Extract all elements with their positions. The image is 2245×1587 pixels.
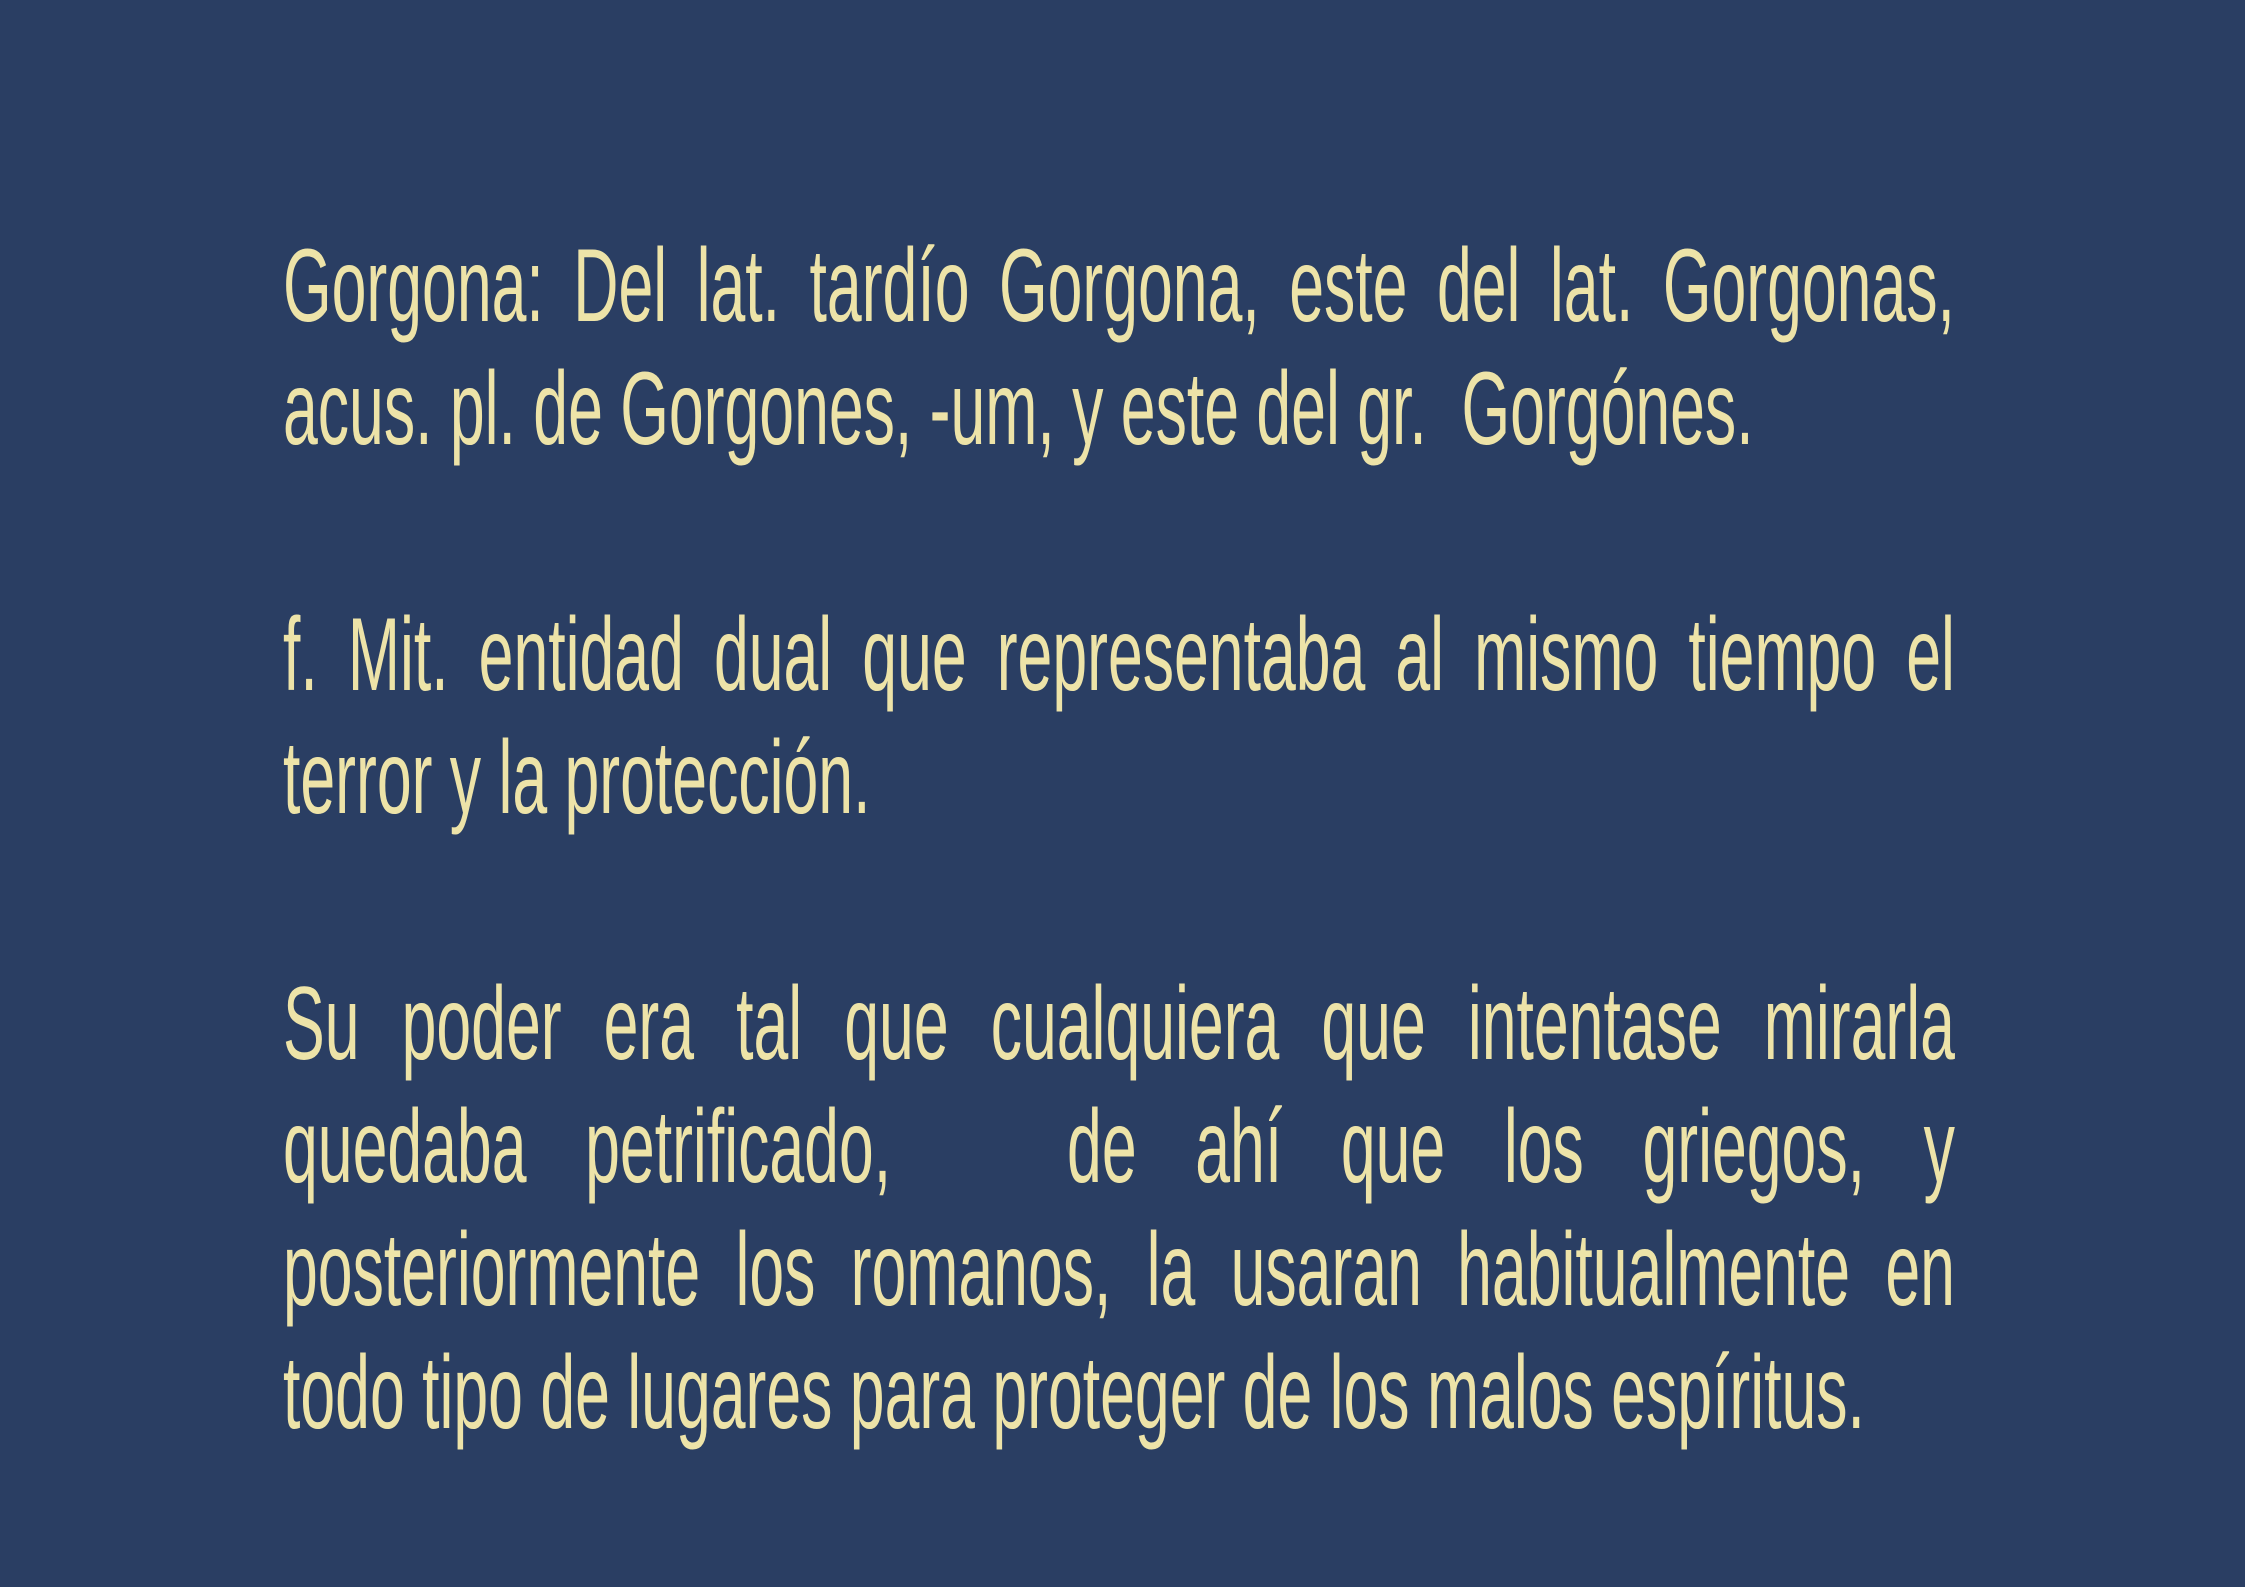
- paragraph: [283, 594, 1955, 840]
- paragraph: [283, 225, 1955, 471]
- text-line: terror y la protección.: [283, 720, 871, 836]
- definition-text-block: [283, 225, 1955, 1455]
- paragraph: [283, 963, 1955, 1455]
- text-line: posteriormente los romanos, la usaran habitualmente en: [283, 1212, 1955, 1328]
- text-line: Gorgona: Del lat. tardío Gorgona, este del lat. Gorgonas,: [283, 228, 1955, 344]
- text-line: Su poder era tal que cualquiera que intentase mirarla: [283, 966, 1955, 1082]
- text-line: quedaba petrificado, de ahí que los griegos, y: [283, 1089, 1955, 1205]
- text-line: f. Mit. entidad dual que representaba al mismo tiempo el: [283, 597, 1955, 713]
- text-line: acus. pl. de Gorgones, -um, y este del gr. Gorgónes.: [283, 351, 1754, 467]
- definition-text: [283, 225, 1955, 1455]
- text-line: todo tipo de lugares para proteger de los malos espíritus.: [283, 1335, 1865, 1451]
